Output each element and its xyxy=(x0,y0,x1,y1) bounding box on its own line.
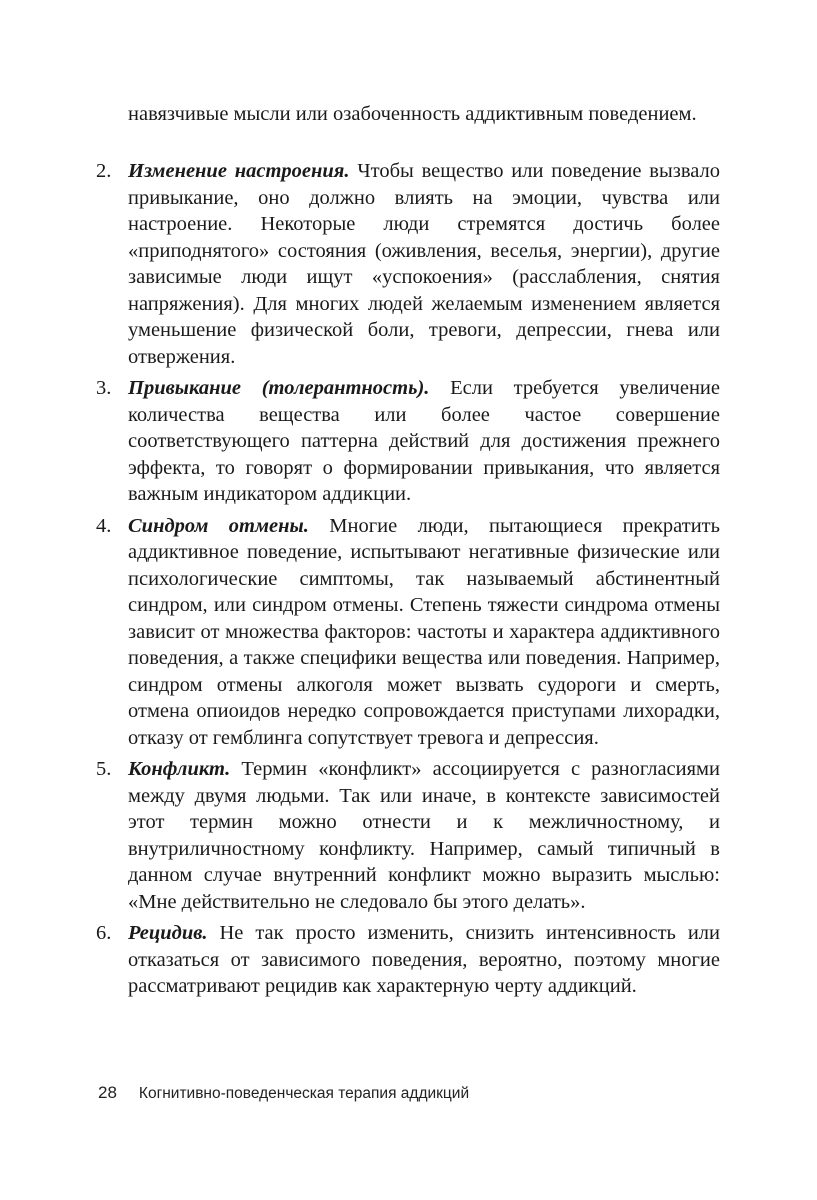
item-term: Синдром отмены. xyxy=(128,514,309,537)
page-number: 28 xyxy=(98,1083,117,1102)
item-number: 4. xyxy=(96,514,112,537)
list-item xyxy=(96,375,720,508)
list-item xyxy=(96,756,720,915)
item-text: Многие люди, пытающиеся прекратить аддиктивное поведение, испытывают негативные физические или психологические симптомы, так называемый абстинентный синдром, или синдром отмены. Степень тяжести синдрома отмены зависит от множества факторов: частоты и характера аддиктивного поведения, а также специфики вещества или поведения. Например, синдром отмены алкоголя может вызвать судороги и смерть, отмена опиоидов нередко сопровождается приступами лихорадки, отказу от гемблинга сопутствует тревога и депрессия. xyxy=(128,514,720,749)
item-term: Изменение настроения. xyxy=(128,160,350,182)
item-number: 3. xyxy=(96,377,112,399)
item-term: Привыкание (толерантность). xyxy=(128,377,430,399)
item-text: Термин «конфликт» ассоциируется с разногласиями между двумя людьми. Так или иначе, в контексте зависимостей этот термин можно отнести и к межличностному, и внутриличностному конфликту. Например, самый типичный в данном случае внутренний конфликт можно выразить мыслью: «Мне действительно не следовало бы этого делать». xyxy=(128,758,720,913)
item-term: Рецидив. xyxy=(128,922,208,944)
list-item xyxy=(96,513,720,752)
criteria-list xyxy=(96,158,720,1005)
item-text: Если требуется увеличение количества вещества или более частое совершение соответствующего паттерна действий для достижения прежнего эффекта, то говорят о формировании привыкания, что является важным индикатором аддикции. xyxy=(128,377,720,505)
item-number: 2. xyxy=(96,160,112,182)
list-item xyxy=(96,920,720,1000)
item-number: 5. xyxy=(96,758,112,780)
running-title: Когнитивно-поведенческая терапия аддикций xyxy=(138,1085,470,1102)
item-text: Не так просто изменить, снизить интенсивность или отказаться от зависимого поведения, вероятно, поэтому многие рассматривают рецидив как характерную черту аддикций. xyxy=(128,922,720,997)
item-number: 6. xyxy=(96,922,112,944)
item-term: Конфликт. xyxy=(128,758,231,780)
page-footer xyxy=(98,1083,469,1103)
intro-paragraph: навязчивые мысли или озабоченность аддиктивным поведением. xyxy=(128,103,697,125)
item-text: Чтобы вещество или поведение вызвало привыкание, оно должно влиять на эмоции, чувства или настроение. Некоторые люди стремятся достичь более «приподнятого» состояния (оживления, веселья, энергии), другие зависимые люди ищут «успокоения» (расслабления, снятия напряжения). Для многих людей желаемым изменением является уменьшение физической боли, тревоги, депрессии, гнева или отвержения. xyxy=(128,160,720,368)
list-item xyxy=(96,158,720,370)
